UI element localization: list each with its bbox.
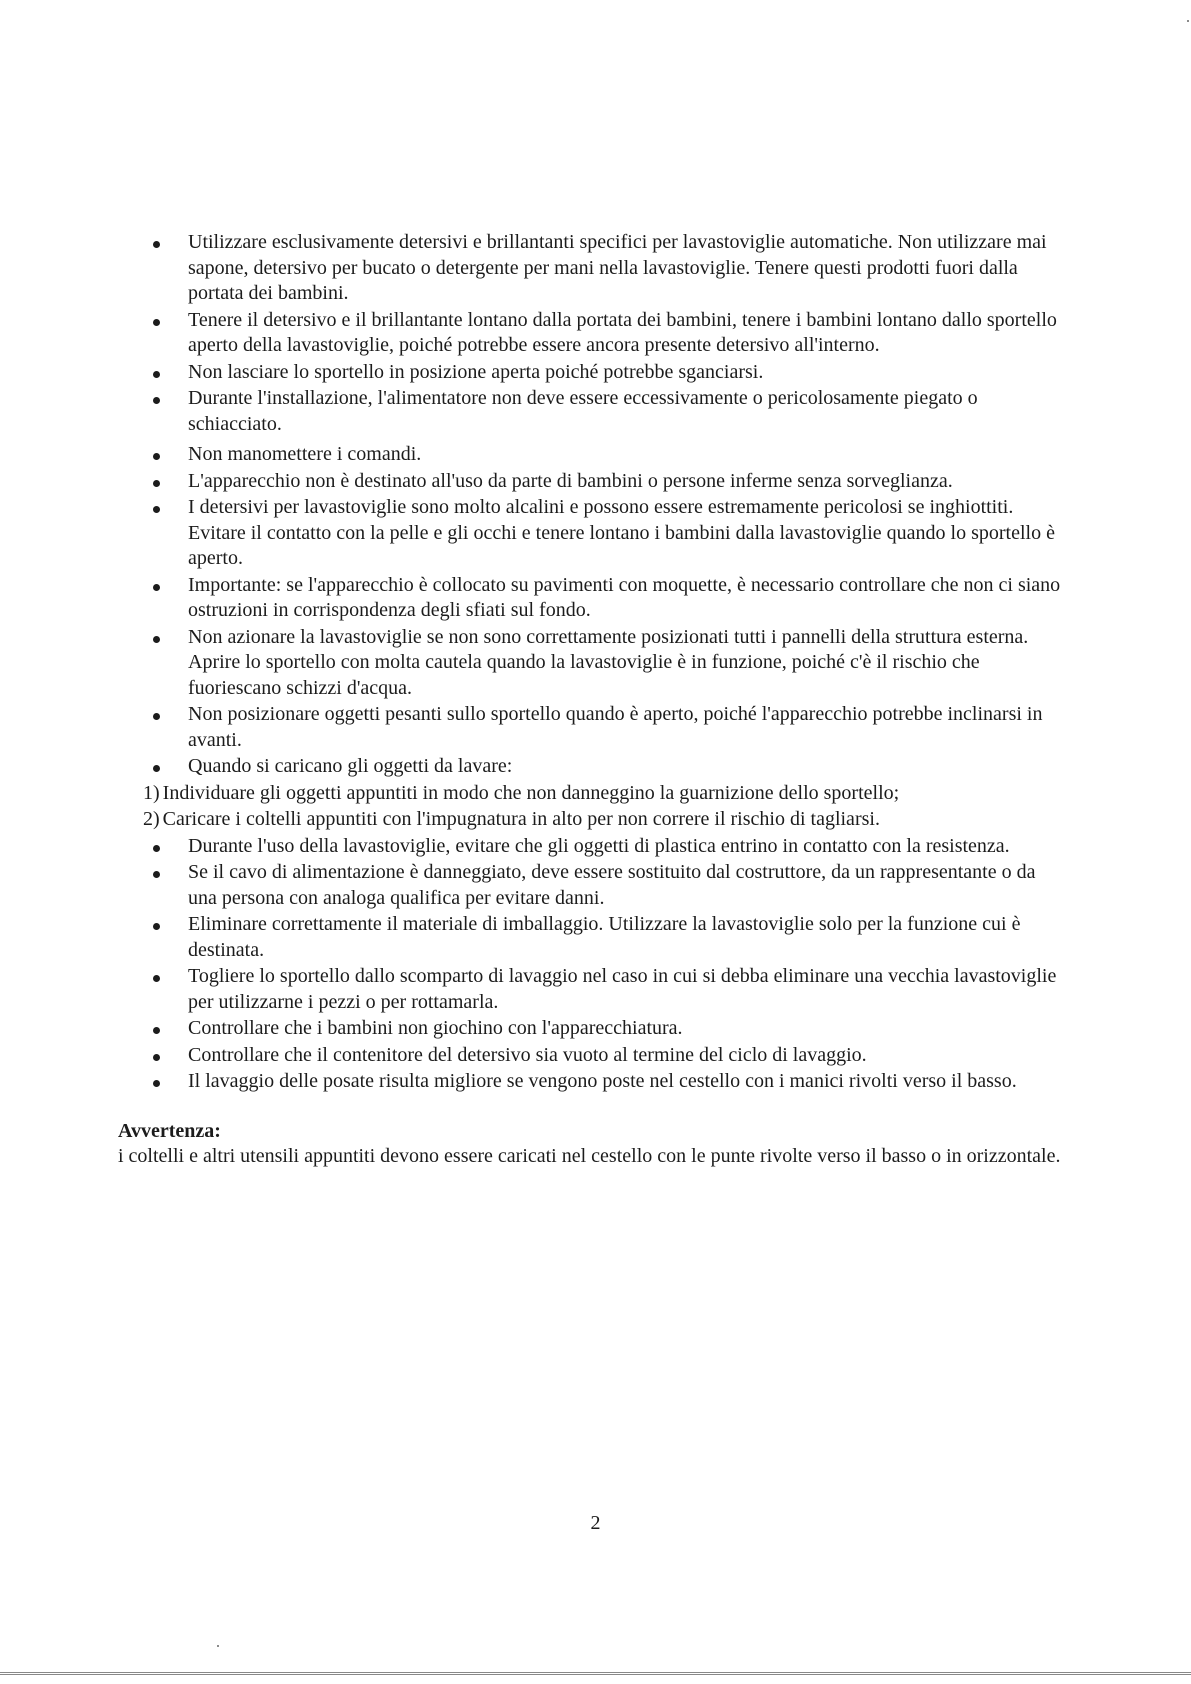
list-item-text: Se il cavo di alimentazione è danneggiato, deve essere sostituito dal costruttore, da un rappresentante o da una persona con analoga qualifica per evitare danni. xyxy=(188,861,1036,909)
list-item-text: Non lasciare lo sportello in posizione aperta poiché potrebbe sganciarsi. xyxy=(188,360,764,383)
bullet-list-item xyxy=(118,1069,1063,1095)
list-item-text: Non manomettere i comandi. xyxy=(188,443,422,465)
bullet-icon xyxy=(153,319,160,326)
list-item-text: Eliminare correttamente il materiale di imballaggio. Utilizzare la lavastoviglie solo per la funzione cui è destinata. xyxy=(188,913,1021,961)
list-item-text: Utilizzare esclusivamente detersivi e brillantanti specifici per lavastoviglie automatiche. Non utilizzare mai sapone, detersivo per bucato o detergente per mani nella lavastoviglie. Tenere questi prodotti fuori dalla portata dei bambini. xyxy=(188,231,1047,304)
list-item-number: 1) xyxy=(143,781,160,804)
list-item-text: Non posizionare oggetti pesanti sullo sportello quando è aperto, poiché l'apparecchio potrebbe inclinarsi in avanti. xyxy=(188,703,1043,751)
bullet-list-item xyxy=(118,834,1063,860)
bullet-icon xyxy=(153,975,160,982)
bullet-icon xyxy=(153,1080,160,1087)
list-item-number: 2) xyxy=(143,808,160,830)
bullet-list-item xyxy=(118,360,1063,386)
bullet-icon xyxy=(153,845,160,852)
bullet-icon xyxy=(153,480,160,487)
bullet-icon xyxy=(153,506,160,513)
list-item-text: Importante: se l'apparecchio è collocato su pavimenti con moquette, è necessario controllare che non ci siano ostruzioni in corrispondenza degli sfiati sul fondo. xyxy=(188,573,1061,621)
list-item-text: Durante l'uso della lavastoviglie, evitare che gli oggetti di plastica entrino in contatto con la resistenza. xyxy=(188,834,1010,857)
bullet-list-item xyxy=(118,754,1063,780)
list-item-text: L'apparecchio non è destinato all'uso da parte di bambini o persone inferme senza sorveglianza. xyxy=(188,469,953,492)
bullet-icon xyxy=(153,584,160,591)
bullet-list-item xyxy=(118,1016,1063,1042)
list-item-text: Non azionare la lavastoviglie se non sono correttamente posizionati tutti i pannelli della struttura esterna. Aprire lo sportello con molta cautela quando la lavastoviglie è in funzione, poiché c'è il rischio che fuoriescano schizzi d'acqua. xyxy=(188,625,1029,699)
scan-speck xyxy=(217,1645,219,1647)
bullet-list-item xyxy=(118,964,1063,1015)
list-item-text: Controllare che il contenitore del detersivo sia vuoto al termine del ciclo di lavaggio. xyxy=(188,1043,867,1066)
bullet-icon xyxy=(153,241,160,248)
bullet-list-item xyxy=(118,495,1063,572)
warning-title: Avvertenza: xyxy=(118,1119,221,1142)
list-item-text: Individuare gli oggetti appuntiti in modo che non danneggino la guarnizione dello sportello; xyxy=(162,781,900,804)
bullet-list-item xyxy=(118,912,1063,963)
page-content xyxy=(118,230,1063,1170)
list-item-text: Quando si caricano gli oggetti da lavare: xyxy=(188,755,513,777)
list-item-text: I detersivi per lavastoviglie sono molto alcalini e possono essere estremamente pericolosi se inghiottiti. Evitare il contatto con la pelle e gli occhi e tenere lontano i bambini dalla lavastoviglie quando lo sportello è aperto. xyxy=(188,496,1055,569)
bullet-list-item xyxy=(118,573,1063,624)
numbered-list-item xyxy=(118,781,1063,807)
bullet-list-item xyxy=(118,308,1063,359)
bullet-icon xyxy=(153,713,160,720)
bullet-icon xyxy=(153,923,160,930)
scan-speck xyxy=(1187,20,1189,22)
warning-text: i coltelli e altri utensili appuntiti devono essere caricati nel cestello con le punte rivolte verso il basso o in orizzontale. xyxy=(118,1145,1061,1167)
list-item-text: Controllare che i bambini non giochino con l'apparecchiatura. xyxy=(188,1017,683,1039)
list-item-text: Il lavaggio delle posate risulta migliore se vengono poste nel cestello con i manici rivolti verso il basso. xyxy=(188,1070,1017,1092)
bullet-icon xyxy=(153,453,160,460)
bullet-icon xyxy=(153,371,160,378)
bullet-list-item xyxy=(118,860,1063,911)
bullet-list-item xyxy=(118,442,1063,468)
bullet-icon xyxy=(153,1027,160,1034)
bullet-icon xyxy=(153,636,160,643)
bullet-icon xyxy=(153,765,160,772)
page-number: 2 xyxy=(590,1512,601,1534)
bullet-list-item xyxy=(118,230,1063,307)
list-item-text: Togliere lo sportello dallo scomparto di lavaggio nel caso in cui si debba eliminare una vecchia lavastoviglie per utilizzarne i pezzi o per rottamarla. xyxy=(188,965,1057,1013)
numbered-list-item xyxy=(118,807,1063,833)
bullet-icon xyxy=(153,1054,160,1061)
list-item-text: Tenere il detersivo e il brillantante lontano dalla portata dei bambini, tenere i bambini lontano dallo sportello aperto della lavastoviglie, poiché potrebbe essere ancora presente detersivo all'interno. xyxy=(188,308,1057,356)
scan-bottom-edge xyxy=(0,1672,1191,1675)
list-item-text: Durante l'installazione, l'alimentatore non deve essere eccessivamente o pericolosamente piegato o schiacciato. xyxy=(188,387,978,435)
bullet-list-item xyxy=(118,1043,1063,1069)
bullet-list-item xyxy=(118,702,1063,753)
bullet-icon xyxy=(153,871,160,878)
bullet-icon xyxy=(153,397,160,404)
list-item-text: Caricare i coltelli appuntiti con l'impugnatura in alto per non correre il rischio di tagliarsi. xyxy=(162,808,880,830)
safety-rules-list xyxy=(118,230,1063,1095)
bullet-list-item xyxy=(118,469,1063,495)
warning-section xyxy=(118,1119,1063,1170)
bullet-list-item xyxy=(118,386,1063,437)
bullet-list-item xyxy=(118,625,1063,702)
